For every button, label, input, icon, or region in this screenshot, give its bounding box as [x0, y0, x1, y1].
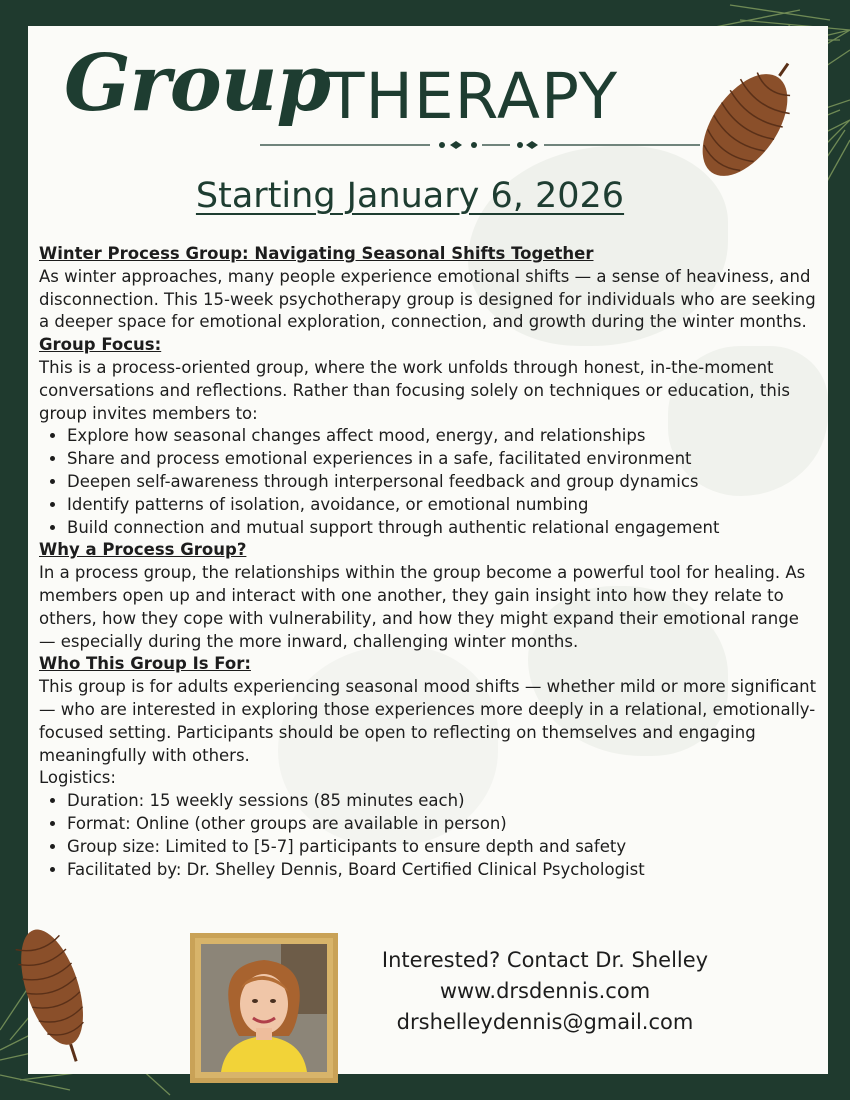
therapist-photo	[190, 933, 338, 1083]
portrait-image	[201, 944, 327, 1072]
contact-line: Interested? Contact Dr. Shelley	[381, 948, 709, 972]
list-item: • Deepen self-awareness through interpersonal feedback and group dynamics	[67, 471, 819, 494]
why-text: In a process group, the relationships within the group become a powerful tool for healing. As members open up and interact with one another, they gain insight into how they relate to others, how they cope with vulnerability, and how they might expand their emotional range — especially during the more inward, challenging winter months.	[39, 563, 806, 651]
who-heading: Who This Group Is For:	[39, 654, 251, 674]
list-item: • Build connection and mutual support through authentic relational engagement	[67, 517, 819, 540]
title-group: Group	[64, 38, 330, 129]
logistics-list	[39, 790, 819, 881]
list-item: • Group size: Limited to [5-7] participants to ensure depth and safety	[67, 836, 819, 859]
focus-heading: Group Focus:	[39, 335, 162, 355]
list-item: • Identify patterns of isolation, avoidance, or emotional numbing	[67, 494, 819, 517]
pinecone-top-right	[690, 60, 800, 190]
email-link[interactable]: drshelleydennis@gmail.com	[396, 1010, 694, 1034]
who-text: This group is for adults experiencing seasonal mood shifts — whether mild or more significant — who are interested in exploring those experiences more deeply in a relational, emotionally-focused setting. Participants should be open to reflecting on themselves and engaging meaningfully with others.	[39, 677, 817, 765]
flyer-body	[39, 243, 819, 881]
list-item: • Share and process emotional experiences in a safe, facilitated environment	[67, 448, 819, 471]
pinecone-bottom-left	[8, 915, 98, 1065]
intro-text: As winter approaches, many people experience emotional shifts — a sense of heaviness, and disconnection. This 15-week psychotherapy group is designed for individuals who are seeking a deeper space for emotional exploration, connection, and growth during the winter months.	[39, 266, 816, 332]
why-heading: Why a Process Group?	[39, 540, 247, 560]
title-therapy: THERAPY	[326, 60, 619, 133]
focus-list	[39, 425, 819, 539]
list-item: • Duration: 15 weekly sessions (85 minutes each)	[67, 790, 819, 813]
website-link[interactable]: www.drsdennis.com	[439, 979, 651, 1003]
contact-block	[370, 945, 720, 1038]
list-item: • Format: Online (other groups are available in person)	[67, 813, 819, 836]
ornamental-divider	[260, 140, 700, 150]
start-date: Starting January 6, 2026	[195, 176, 625, 216]
logistics-label: Logistics:	[39, 768, 116, 788]
intro-heading: Winter Process Group: Navigating Seasonal Shifts Together	[39, 244, 594, 263]
focus-text: This is a process-oriented group, where the work unfolds through honest, in-the-moment conversations and reflections. Rather than focusing solely on techniques or education, this group invites members to:	[39, 357, 791, 423]
list-item: • Facilitated by: Dr. Shelley Dennis, Board Certified Clinical Psychologist	[67, 859, 819, 882]
list-item: • Explore how seasonal changes affect mood, energy, and relationships	[67, 425, 819, 448]
